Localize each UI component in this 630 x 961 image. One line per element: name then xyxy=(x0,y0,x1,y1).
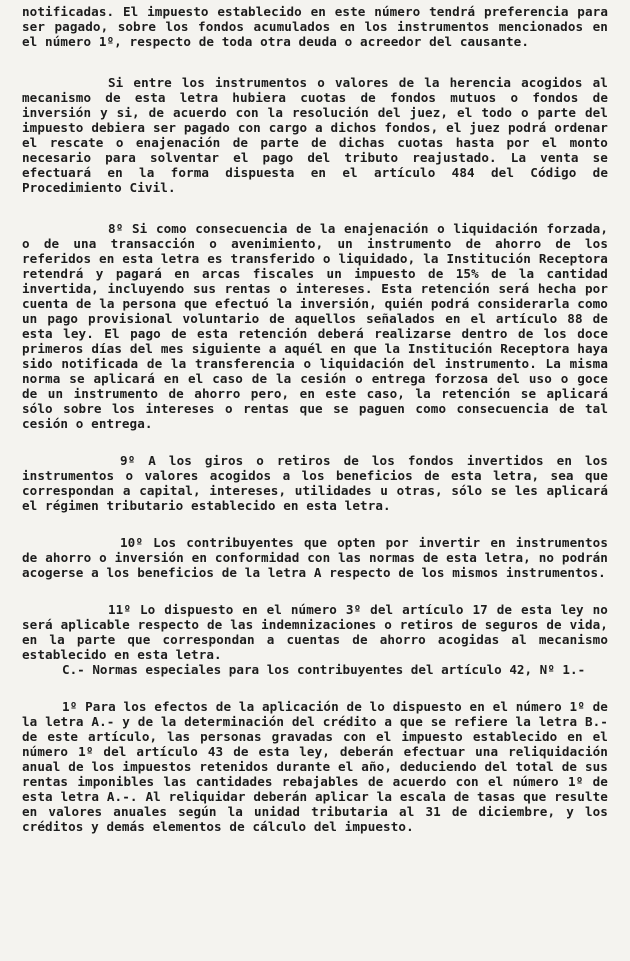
paragraph-c-item-1: 1º Para los efectos de la aplicación de lo dispuesto en el número 1º de la letra A.- y de la determinación del crédito a que se refiere la letra B.- de este artículo, las personas gravadas con el impuesto establecido en el número 1º del artículo 43 de esta ley, deberán efectuar una reliquidación anual de los impuestos retenidos durante el año, deduciendo del total de sus rentas imponibles las cantidades rebajables de acuerdo con el número 1º de esta letra A.-. Al reliquidar deberán aplicar la escala de tasas que resulte en valores anuales según la unidad tributaria al 31 de diciembre, y los créditos y demás elementos de cálculo del impuesto. xyxy=(22,699,608,834)
paragraph-item-9: 9º A los giros o retiros de los fondos invertidos en los instrumentos o valores acogidos a los beneficios de esta letra, sea que correspondan a capital, intereses, utilidades u otras, sólo se les aplicará el régimen tributario establecido en esta letra. xyxy=(22,453,608,513)
paragraph-fondos-mutuos: Si entre los instrumentos o valores de la herencia acogidos al mecanismo de esta letra hubiera cuotas de fondos mutuos o fondos de inversión y si, de acuerdo con la resolución del juez, el todo o parte del impuesto debiera ser pagado con cargo a dichos fondos, el juez podrá ordenar el rescate o enajenación de parte de dichas cuotas hasta por el monto necesario para solventar el pago del tributo reajustado. La venta se efectuará en la forma dispuesta en el artículo 484 del Código de Procedimiento Civil. xyxy=(22,75,608,195)
section-heading-c: C.- Normas especiales para los contribuyentes del artículo 42, Nº 1.- xyxy=(62,662,586,677)
paragraph-item-11: 11º Lo dispuesto en el número 3º del artículo 17 de esta ley no será aplicable respecto de las indemnizaciones o retiros de seguros de vida, en la parte que correspondan a cuentas de ahorro acogidas al mecanismo establecido en esta letra. xyxy=(22,602,608,662)
paragraph-item-10: 10º Los contribuyentes que opten por invertir en instrumentos de ahorro o inversión en conformidad con las normas de esta letra, no podrán acogerse a los beneficios de la letra A respecto de los mismos instrumentos. xyxy=(22,535,608,580)
paragraph-item-8: 8º Si como consecuencia de la enajenación o liquidación forzada, o de una transacción o avenimiento, un instrumento de ahorro de los referidos en esta letra es transferido o liquidado, la Institución Receptora retendrá y pagará en arcas fiscales un impuesto de 15% de la cantidad invertida, incluyendo sus rentas o intereses. Esta retención será hecha por cuenta de la persona que efectuó la inversión, quién podrá considerarla como un pago provisional voluntario de aquellos señalados en el artículo 88 de esta ley. El pago de esta retención deberá realizarse dentro de los doce primeros días del mes siguiente a aquél en que la Institución Receptora haya sido notificada de la transferencia o liquidación del instrumento. La misma norma se aplicará en el caso de la cesión o entrega forzosa del uso o goce de un instrumento de ahorro pero, en este caso, la retención se aplicará sólo sobre los intereses o rentas que se paguen como consecuencia de tal cesión o entrega. xyxy=(22,221,608,431)
paragraph-notificadas: notificadas. El impuesto establecido en este número tendrá preferencia para ser pagado, sobre los fondos acumulados en los instrumentos mencionados en el número 1º, respecto de toda otra deuda o acreedor del causante. xyxy=(22,4,608,49)
